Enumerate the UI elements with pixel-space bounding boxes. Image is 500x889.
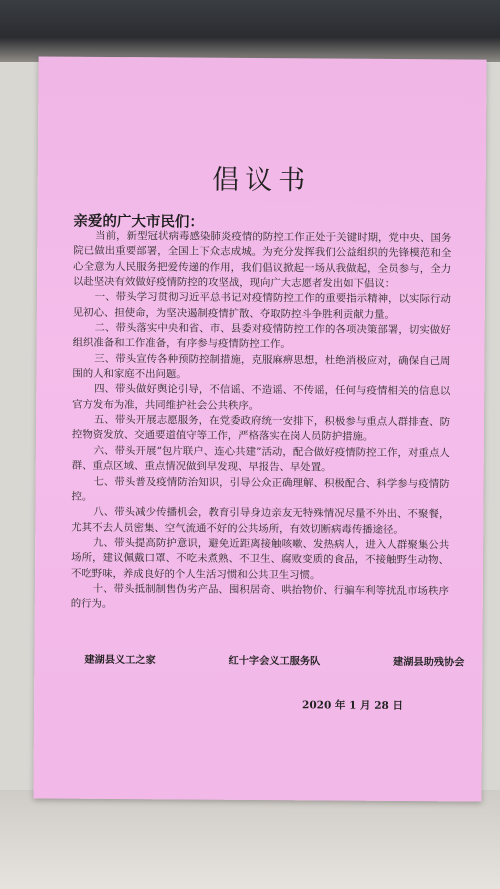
proposal-item-2: 二、带头落实中央和省、市、县委对疫情防控工作的各项决策部署，切实做好组织准备和工作准备，有序参与疫情防控工作。	[72, 321, 451, 351]
salutation: 亲爱的广大市民们：	[73, 212, 205, 231]
proposal-item-9: 九、带头提高防护意识，避免近距离接触咳嗽、发热病人，进入人群聚集公共场所，建议佩戴口罩、不吃未煮熟、不卫生、腐败变质的食品，不接触野生动物、不吃野味，养成良好的个人生活习惯和公共卫生习惯。	[70, 536, 450, 581]
proposal-item-1: 一、带头学习贯彻习近平总书记对疫情防控工作的重要指示精神，以实际行动见初心、担使命，为坚决遏制疫情扩散、夺取防控斗争胜利贡献力量。	[72, 291, 451, 321]
document-title: 倡议书	[212, 164, 312, 197]
signatory-volunteer-home: 建湖县义工之家	[84, 653, 156, 667]
intro-paragraph: 当前，新型冠状病毒感染肺炎疫情的防控工作正处于关键时期，党中央、国务院已做出重要部署，全国上下众志成城。为充分发挥我们公益组织的先锋模范和全心全意为人民服务把爱传递的作用，我们倡议掀起一场从我做起，全员参与，全力以赴坚决有效做好疫情防控的攻坚战，现向广大志愿者发出如下倡议：	[72, 229, 452, 290]
proposal-item-7: 七、带头普及疫情防治知识，引导公众正确理解、积极配合、科学参与疫情防控。	[71, 475, 450, 503]
dark-background-top	[0, 0, 500, 62]
signatory-red-cross-team: 红十字会义工服务队	[228, 654, 321, 668]
proposal-item-8: 八、带头减少传播机会，教育引导身边亲友无特殊情况尽量不外出、不聚餐，尤其不去人员密集、空气流通不好的公共场所，有效切断病毒传播途径。	[71, 506, 450, 536]
pink-document-sheet	[33, 56, 486, 801]
table-surface	[0, 790, 500, 889]
proposal-item-6: 六、带头开展“包片联户、连心共建”活动，配合做好疫情防控工作，对重点人群、重点区域、重点情况做到早发现、早报告、早处置。	[71, 444, 450, 474]
proposal-item-4: 四、带头做好舆论引导，不信谣、不造谣、不传谣，任何与疫情相关的信息以官方发布为准，共同维护社会公共秩序。	[72, 383, 451, 412]
proposal-item-3: 三、带头宣传各种预防控制措施，克服麻痹思想，杜绝消极应对，确保自己周围的人和家庭不出问题。	[72, 352, 451, 381]
document-date: 2020 年 1 月 28 日	[302, 699, 404, 713]
signatory-row	[84, 651, 464, 669]
document-body	[71, 229, 452, 615]
signatory-disability-assoc: 建湖县助残协会	[393, 655, 465, 669]
proposal-item-10: 十、带头抵制制售伪劣产品、囤积居奇、哄抬物价、行骗车利等扰乱市场秩序的行为。	[70, 582, 449, 611]
proposal-item-5: 五、带头开展志愿服务，在党委政府统一安排下，积极参与重点人群排查、防控物资发放、交通要道值守等工作，严格落实在岗人员防护措施。	[71, 413, 451, 444]
